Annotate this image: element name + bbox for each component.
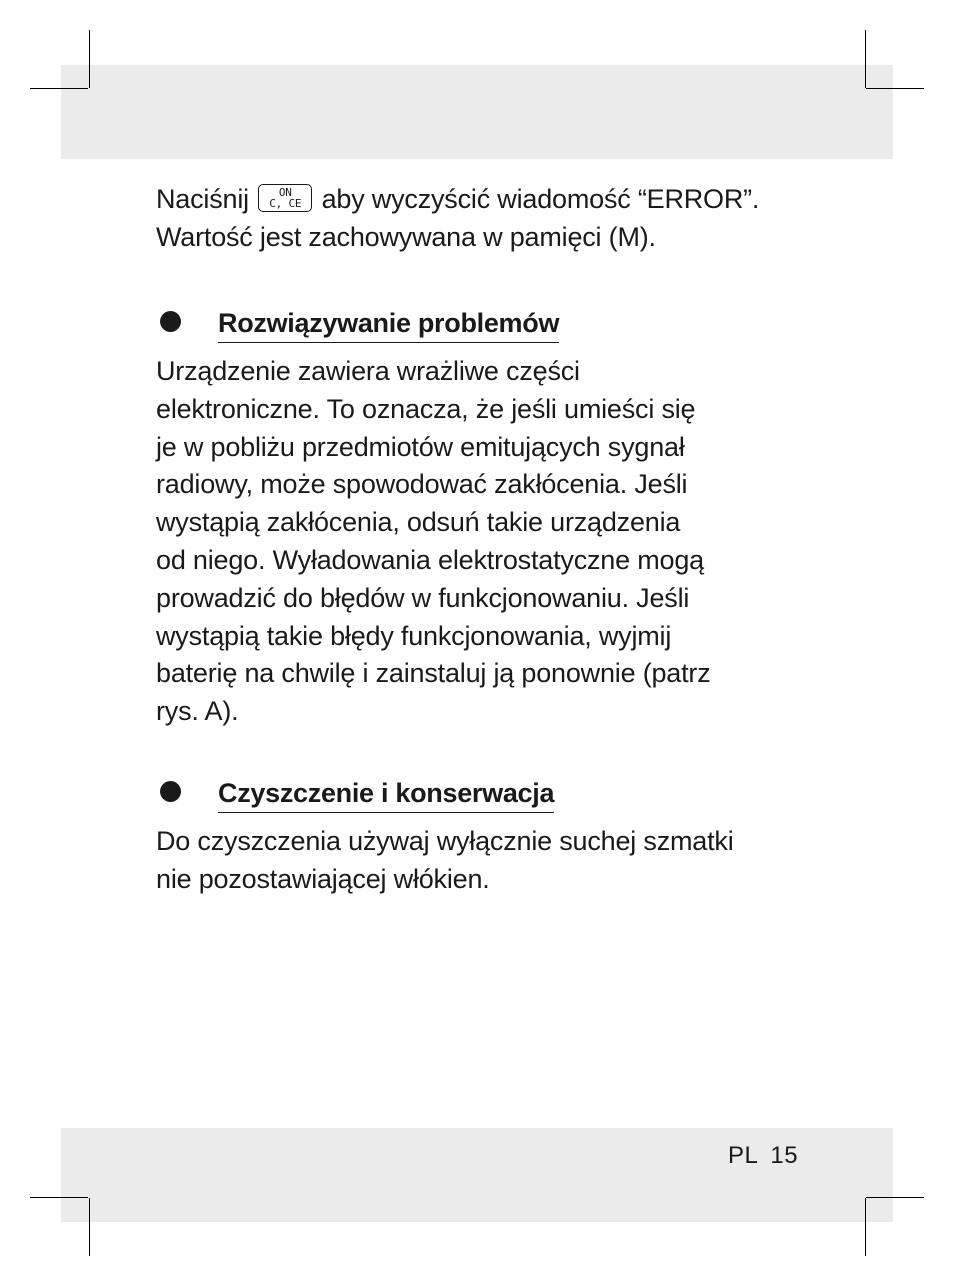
crop-mark	[865, 30, 866, 88]
crop-mark	[865, 1198, 866, 1256]
bullet-icon	[160, 311, 181, 332]
text-line: rys. A).	[156, 696, 239, 727]
header-band	[61, 65, 893, 159]
cleaning-paragraph	[156, 823, 816, 899]
intro-text-before: Naciśnij	[156, 184, 249, 214]
crop-mark	[30, 88, 88, 89]
text-line: baterię na chwilę i zainstaluj ją ponownie (patrz	[156, 658, 711, 689]
text-line: wystąpią takie błędy funkcjonowania, wyjmij	[156, 620, 672, 651]
intro-line-2: Wartość jest zachowywana w pamięci (M).	[156, 221, 656, 252]
language-code: PL	[728, 1142, 759, 1169]
crop-mark	[89, 1198, 90, 1256]
intro-text-after: aby wyczyścić wiadomość “ERROR”.	[321, 184, 760, 214]
key-label-top: ON	[278, 186, 292, 199]
text-line: elektroniczne. To oznacza, że jeśli umieści się	[156, 393, 696, 424]
section-title: Czyszczenie i konserwacja	[218, 777, 554, 813]
text-line: Urządzenie zawiera wrażliwe części	[156, 356, 580, 386]
text-line: od niego. Wyładowania elektrostatyczne mogą	[156, 544, 704, 575]
text-line: radiowy, może spowodować zakłócenia. Jeśli	[156, 469, 688, 500]
text-line: wystąpią zakłócenia, odsuń takie urządzenia	[156, 507, 681, 538]
bullet-icon	[160, 781, 181, 802]
intro-paragraph	[156, 181, 816, 257]
crop-mark	[30, 1197, 88, 1198]
crop-mark	[866, 88, 924, 89]
text-line: Do czyszczenia używaj wyłącznie suchej szmatki	[156, 826, 734, 856]
crop-mark	[89, 30, 90, 88]
crop-mark	[866, 1197, 924, 1198]
on-clear-key-icon	[258, 184, 312, 212]
section-title: Rozwiązywanie problemów	[218, 307, 559, 343]
page-footer	[728, 1140, 798, 1172]
page-number: 15	[770, 1142, 799, 1169]
key-label-bottom: C, CE	[269, 197, 302, 210]
text-line: je w pobliżu przedmiotów emitujących sygnał	[156, 431, 685, 462]
text-line: nie pozostawiającej włókien.	[156, 863, 490, 894]
text-line: prowadzić do błędów w funkcjonowaniu. Jeśli	[156, 582, 690, 613]
troubleshooting-paragraph	[156, 353, 796, 731]
